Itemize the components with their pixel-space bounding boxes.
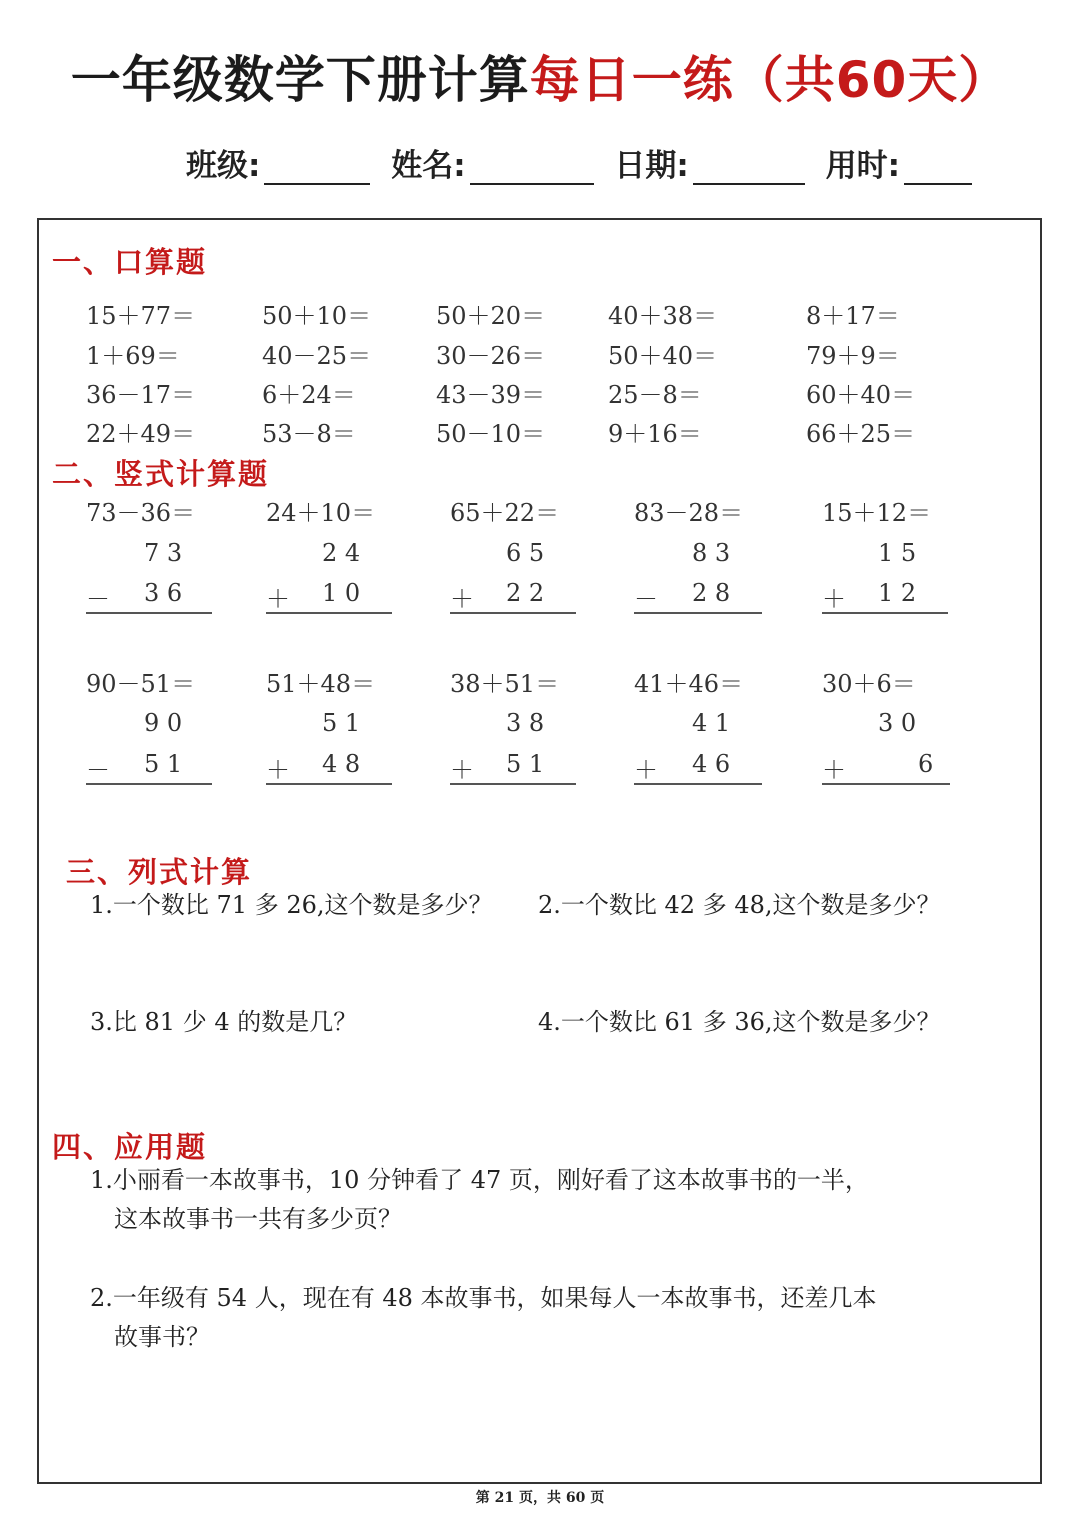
vertical-expr: 38＋51＝ xyxy=(450,670,560,698)
title-part2: 每日一练（共60天） xyxy=(529,51,1010,109)
oral-calc: 66＋25＝ xyxy=(806,420,916,448)
answer-line xyxy=(822,612,948,614)
oral-calc: 1＋69＝ xyxy=(86,342,180,370)
date-field xyxy=(614,140,804,185)
vertical-top: 9 0 xyxy=(144,709,183,737)
vertical-expr: 65＋22＝ xyxy=(450,499,560,527)
vertical-top: 6 5 xyxy=(506,539,545,567)
page-footer: 第 21 页，共 60 页 xyxy=(475,1490,605,1506)
vertical-expr: 83－28＝ xyxy=(634,499,744,527)
vertical-bottom: 1 0 xyxy=(322,579,361,607)
vertical-expr: 30＋6＝ xyxy=(822,670,916,698)
oral-calc: 53－8＝ xyxy=(262,420,356,448)
vertical-expr: 73－36＝ xyxy=(86,499,196,527)
vertical-top: 7 3 xyxy=(144,539,183,567)
vertical-bottom: 3 6 xyxy=(144,579,183,607)
vertical-bottom: 1 2 xyxy=(878,579,917,607)
oral-calc: 40＋38＝ xyxy=(608,302,718,330)
application-question-1-line2: 这本故事书一共有多少页？ xyxy=(114,1205,402,1233)
vertical-bottom: 4 8 xyxy=(322,750,361,778)
word-question-3: 3.比 81 少 4 的数是几？ xyxy=(90,1008,358,1036)
name-field xyxy=(391,140,593,185)
vertical-top: 2 4 xyxy=(322,539,361,567)
vertical-bottom: 4 6 xyxy=(692,750,731,778)
info-row xyxy=(186,140,982,185)
vertical-top: 1 5 xyxy=(878,539,917,567)
vertical-expr: 51＋48＝ xyxy=(266,670,376,698)
section1-heading: 一、口算题 xyxy=(52,245,208,279)
oral-calc: 22＋49＝ xyxy=(86,420,196,448)
oral-calc: 50＋40＝ xyxy=(608,342,718,370)
class-field xyxy=(186,140,370,185)
vertical-bottom: 5 1 xyxy=(144,750,183,778)
word-question-2: 2.一个数比 42 多 48,这个数是多少？ xyxy=(538,891,941,919)
vertical-bottom: 2 2 xyxy=(506,579,545,607)
class-blank[interactable] xyxy=(264,151,370,185)
section4-heading: 四、应用题 xyxy=(52,1130,208,1164)
vertical-top: 3 0 xyxy=(878,709,917,737)
answer-line xyxy=(634,783,762,785)
vertical-top: 8 3 xyxy=(692,539,731,567)
vertical-op: ＋ xyxy=(450,756,474,784)
answer-line xyxy=(634,612,762,614)
application-question-2-line1: 2.一年级有 54 人，现在有 48 本故事书，如果每人一本故事书，还差几本 xyxy=(90,1284,877,1312)
vertical-expr: 90－51＝ xyxy=(86,670,196,698)
vertical-expr: 24＋10＝ xyxy=(266,499,376,527)
vertical-top: 3 8 xyxy=(506,709,545,737)
vertical-op: － xyxy=(634,585,658,613)
answer-line xyxy=(450,612,576,614)
oral-calc: 50＋20＝ xyxy=(436,302,546,330)
name-label: 姓名: xyxy=(391,148,466,184)
vertical-op: ＋ xyxy=(266,585,290,613)
oral-calc: 43－39＝ xyxy=(436,381,546,409)
vertical-bottom: 5 1 xyxy=(506,750,545,778)
oral-calc: 30－26＝ xyxy=(436,342,546,370)
vertical-bottom: 2 8 xyxy=(692,579,731,607)
title-part1: 一年级数学下册计算 xyxy=(70,51,530,109)
vertical-bottom: 6 xyxy=(918,750,934,778)
answer-line xyxy=(86,783,212,785)
vertical-op: ＋ xyxy=(450,585,474,613)
page-title xyxy=(0,40,1080,112)
vertical-op: － xyxy=(86,585,110,613)
vertical-op: － xyxy=(86,756,110,784)
word-question-1: 1.一个数比 71 多 26,这个数是多少？ xyxy=(90,891,493,919)
oral-calc: 50－10＝ xyxy=(436,420,546,448)
answer-line xyxy=(450,783,576,785)
vertical-op: ＋ xyxy=(822,756,846,784)
answer-line xyxy=(822,783,950,785)
oral-calc: 9＋16＝ xyxy=(608,420,702,448)
class-label: 班级: xyxy=(186,148,261,184)
answer-line xyxy=(86,612,212,614)
vertical-op: ＋ xyxy=(822,585,846,613)
vertical-expr: 15＋12＝ xyxy=(822,499,932,527)
vertical-top: 5 1 xyxy=(322,709,361,737)
name-blank[interactable] xyxy=(470,151,594,185)
vertical-top: 4 1 xyxy=(692,709,731,737)
section3-heading: 三、列式计算 xyxy=(66,855,253,889)
time-field xyxy=(826,140,972,185)
time-blank[interactable] xyxy=(904,151,972,185)
answer-line xyxy=(266,783,392,785)
oral-calc: 15＋77＝ xyxy=(86,302,196,330)
oral-calc: 60＋40＝ xyxy=(806,381,916,409)
vertical-expr: 41＋46＝ xyxy=(634,670,744,698)
oral-calc: 40－25＝ xyxy=(262,342,372,370)
oral-calc: 6＋24＝ xyxy=(262,381,356,409)
oral-calc: 8＋17＝ xyxy=(806,302,900,330)
oral-calc: 25－8＝ xyxy=(608,381,702,409)
word-question-4: 4.一个数比 61 多 36,这个数是多少？ xyxy=(538,1008,941,1036)
section2-heading: 二、竖式计算题 xyxy=(52,457,270,491)
date-label: 日期: xyxy=(614,148,689,184)
vertical-op: ＋ xyxy=(634,756,658,784)
oral-calc: 36－17＝ xyxy=(86,381,196,409)
oral-calc: 50＋10＝ xyxy=(262,302,372,330)
time-label: 用时: xyxy=(825,148,901,184)
date-blank[interactable] xyxy=(693,151,805,185)
oral-calc: 79＋9＝ xyxy=(806,342,900,370)
vertical-op: ＋ xyxy=(266,756,290,784)
application-question-2-line2: 故事书？ xyxy=(114,1323,210,1351)
answer-line xyxy=(266,612,392,614)
application-question-1-line1: 1.小丽看一本故事书，10 分钟看了 47 页，刚好看了这本故事书的一半， xyxy=(90,1166,869,1194)
